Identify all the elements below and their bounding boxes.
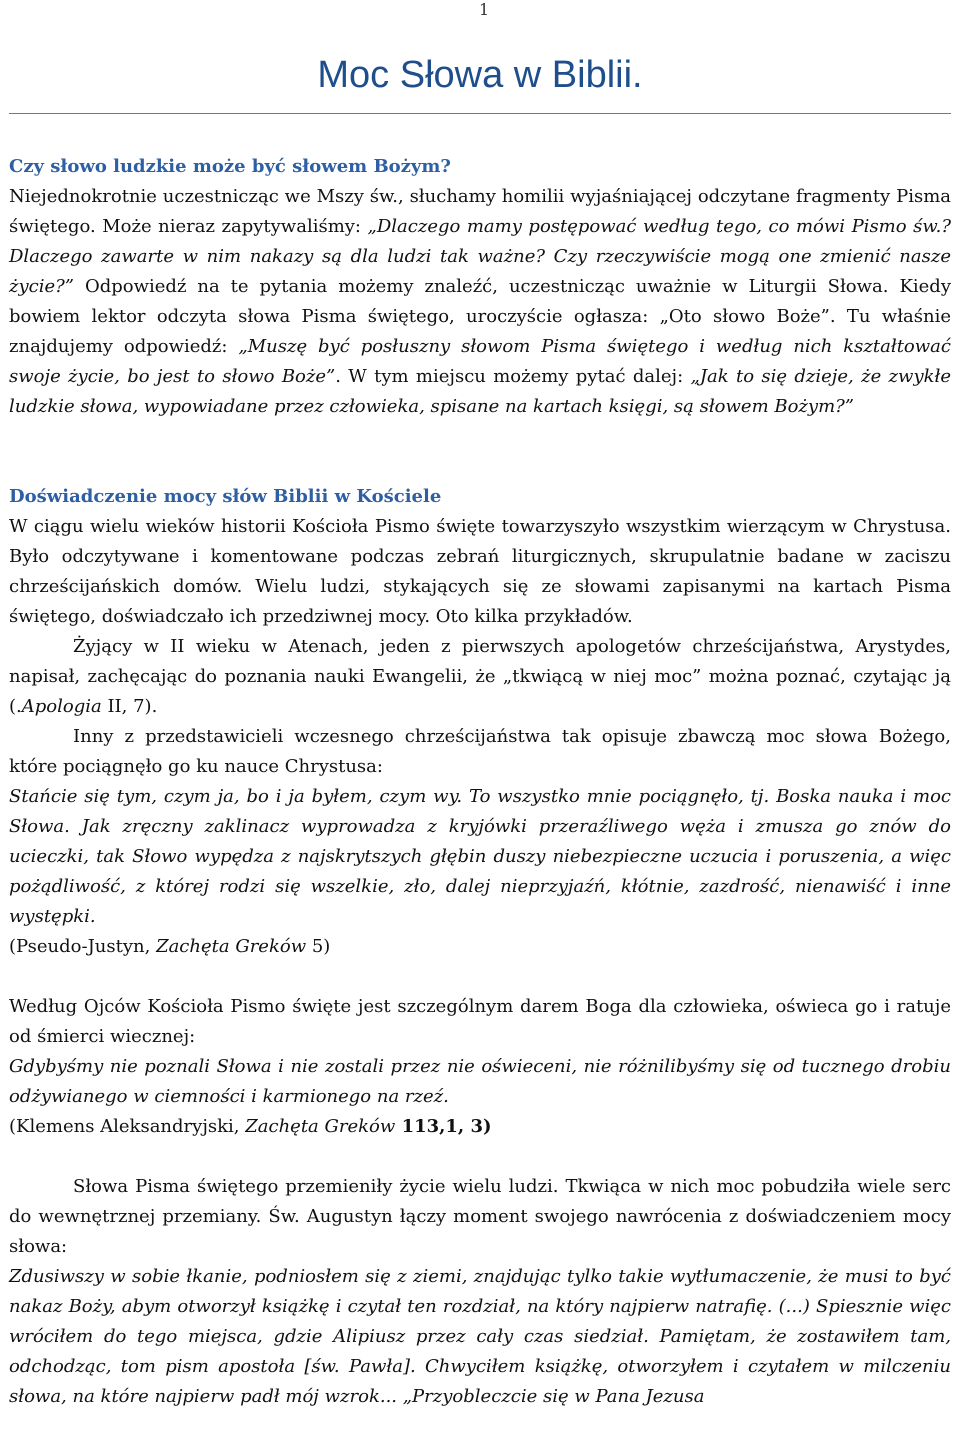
quote: Gdybyśmy nie poznali Słowa i nie zostali przez nie oświeceni, nie różnilibyśmy się od tucznego drobiu odżywianego w ciemności i karmionego na rzeź. xyxy=(9,1056,951,1107)
quote-source xyxy=(9,1112,951,1142)
source-text: (Pseudo-Justyn, xyxy=(9,936,157,957)
quote-source xyxy=(9,932,951,962)
paragraph: Inny z przedstawicieli wczesnego chrześcijaństwa tak opisuje zbawczą moc słowa Bożego, które pociągnęło go ku nauce Chrystusa: xyxy=(9,726,951,777)
paragraph-text: II, 7). xyxy=(101,696,158,717)
paragraph-text: Odpowiedź na te pytania możemy znaleźć, uczestnicząc uważnie w Liturgii Słowa. Kiedy bowiem lektor odczyta słowa Pisma świętego, uroczyście ogłasza: „Oto słowo Boże”. Tu właśnie znajdujemy odpowiedź: xyxy=(9,276,951,357)
spacer xyxy=(9,452,951,482)
paragraph: Słowa Pisma świętego przemieniły życie wielu ludzi. Tkwiąca w nich moc pobudziła wiele serc do wewnętrznej przemiany. Św. Augustyn łączy moment swojego nawrócenia z doświadczeniem mocy słowa: xyxy=(9,1176,951,1257)
italic-text: „Dlaczego mamy postępować według tego, co mówi Pismo św.? Dlaczego zawarte w nim nakazy są dla ludzi tak ważne? Czy rzeczywiście mogą one zmienić nasze życie?” xyxy=(9,216,951,297)
paragraph xyxy=(9,182,951,422)
page-number: 1 xyxy=(479,0,490,19)
italic-text: „Jak to się dzieje, że zwykłe ludzkie słowa, wypowiadane przez człowieka, spisane na kartach księgi, są słowem Bożym?” xyxy=(9,366,952,417)
quote: Stańcie się tym, czym ja, bo i ja byłem, czym wy. To wszystko mnie pociągnęło, tj. Boska nauka i moc Słowa. Jak zręczny zaklinacz wyprowadza z kryjówki przeraźliwego węża i zmusza go znów do ucieczki, tak Słowo wypędza z najskrytszych głębin duszy niebezpieczne uczucia i poruszenia, a więc pożądliwość, z której rodzi się wszelkie, zło, dalej nieprzyjaźń, kłótnie, zazdrość, nienawiść i inne występki. xyxy=(9,786,951,927)
spacer xyxy=(9,962,951,992)
italic-text: Apologia xyxy=(21,696,102,717)
spacer xyxy=(9,1142,951,1172)
paragraph-text: . W tym miejscu możemy pytać dalej: xyxy=(335,366,691,387)
spacer xyxy=(9,422,951,452)
source-title: Zachęta Greków xyxy=(245,1116,396,1137)
paragraph: W ciągu wielu wieków historii Kościoła Pismo święte towarzyszyło wszystkim wierzącym w Chrystusa. Było odczytywane i komentowane podczas zebrań liturgicznych, skrupulatnie badane w zaciszu chrześcijańskich domów. Wielu ludzi, stykających się ze słowami zapisanymi na kartach Pisma świętego, doświadczało ich przedziwnej mocy. Oto kilka przykładów. xyxy=(9,516,951,627)
section-heading: Czy słowo ludzkie może być słowem Bożym? xyxy=(9,156,451,177)
paragraph xyxy=(9,632,951,722)
italic-text: „Muszę być posłuszny słowom Pisma świętego i według nich kształtować swoje życie, bo jest to słowo Boże” xyxy=(9,336,951,387)
title-rule xyxy=(9,113,951,114)
document-page xyxy=(9,0,951,1446)
paragraph: Według Ojców Kościoła Pismo święte jest szczególnym darem Boga dla człowieka, oświeca go i ratuje od śmierci wiecznej: xyxy=(9,996,951,1047)
section-heading: Doświadczenie mocy słów Biblii w Kościele xyxy=(9,486,442,507)
document-body xyxy=(9,152,951,1412)
document-title: Moc Słowa w Biblii. xyxy=(317,54,643,96)
source-text: 113,1, 3) xyxy=(395,1116,492,1137)
source-text: 5) xyxy=(306,936,331,957)
paragraph-text: Żyjący w II wieku w Atenach, jeden z pierwszych apologetów chrześcijaństwa, Arystydes, napisał, zachęcając do poznania nauki Ewangelii, że „tkwiącą w niej moc” można poznać, czytając ją (. xyxy=(9,636,951,717)
source-text: (Klemens Aleksandryjski, xyxy=(9,1116,246,1137)
source-title: Zachęta Greków xyxy=(156,936,307,957)
paragraph-text: Niejednokrotnie uczestnicząc we Mszy św., słuchamy homilii wyjaśniającej odczytane fragmenty Pisma świętego. Może nieraz zapytywaliśmy: xyxy=(9,186,951,237)
quote: Zdusiwszy w sobie łkanie, podniosłem się z ziemi, znajdując tylko takie wytłumaczenie, że musi to być nakaz Boży, abym otworzył książkę i czytał ten rozdział, na który najpierw natrafię. (...) Spiesznie więc wróciłem do tego miejsca, gdzie Alipiusz przez cały czas siedział. Pamiętam, że zostawiłem tam, odchodząc, tom pism apostoła [św. Pawła]. Chwyciłem książkę, otworzyłem i czytałem w milczeniu słowa, na które najpierw padł mój wzrok... „Przyobleczcie się w Pana Jezusa xyxy=(9,1266,951,1407)
